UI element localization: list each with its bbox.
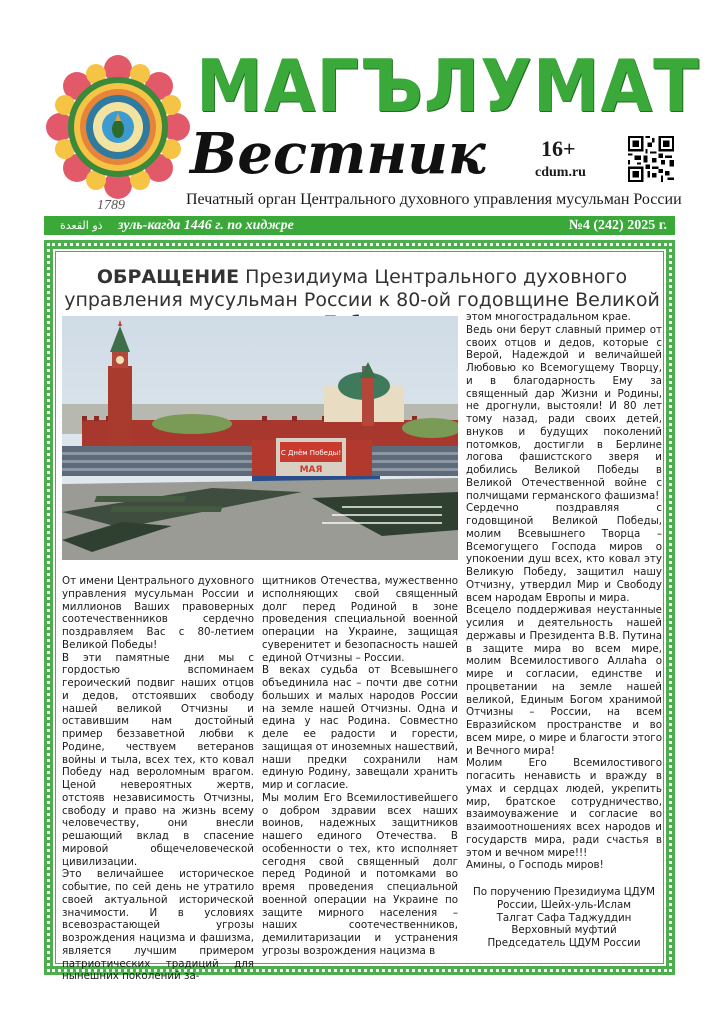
paragraph: Ведь они берут славный пример от своих отцов и дедов, которые с Верой, Надеждой и величайшей Любовью ко Всемогущему Творцу, и в благодарность Ему за священный дар Жизни и Родины, не дрогнули, выстояли! И 80 лет тому назад, ради своих детей, внуков и будущих поколений потомков, достигли в Берлине логова фашистского зверя и добились Великой Победы в Великой Отечественной войне с полчищами германского фашизма! xyxy=(466,323,662,502)
signature-line: Председатель ЦДУМ России xyxy=(487,937,641,949)
tagline: Печатный орган Центрального духовного управления мусульман России xyxy=(186,191,682,208)
cdum-emblem-logo xyxy=(44,53,192,201)
hijri-date: зуль-кагда 1446 г. по хиджре xyxy=(118,218,294,233)
paragraph: В эти памятные дни мы с гордостью вспоминаем героический подвиг наших отцов и дедов, отстоявших свободу нашей великой Отчизны и оставившим нам достойный пример беззаветной любви к Родине, чествуем ветеранов войны и тыла, всех тех, кто ковал Победу над вероломным врагом. Ценой невероятных жертв, отстояв независимость Отчизны, свободу и право на жизнь всему человечеству, они внесли решающий вклад в спасение мировой общечеловеческой цивилизации. xyxy=(62,651,254,868)
age-rating: 16+ xyxy=(541,136,576,161)
paragraph: Амины, о Господь миров! xyxy=(466,859,604,872)
arabic-month: ذو القعدة xyxy=(60,219,103,232)
newspaper-subtitle: Вестник xyxy=(190,121,486,187)
paragraph: Всецело поддерживая неустанные усилия и деятельность нашей державы и Президента В.В. Путина в защите мира во всем мире, молим Всемилостивого Аллаhа о мире и согласии, единстве и процветании на земле нашей великой, Единым Богом хранимой Отчизны – России, на всем Евразийском пространстве и во всем мире, о мире и благости этого и Вечного мира! xyxy=(466,604,662,757)
signature-line: Талгат Сафа Таджуддин xyxy=(496,911,632,924)
signature-line: России, Шейх-уль-Ислам xyxy=(496,898,632,911)
paragraph: От имени Центрального духовного управления мусульман России и миллионов Ваших правоверных соотечественников сердечно поздравляем Вас с 80-летием Великой Победы! xyxy=(62,575,254,651)
article-column-2 xyxy=(262,575,458,958)
headline-keyword: ОБРАЩЕНИЕ xyxy=(96,266,240,288)
newspaper-title: МАГЪЛУМАТ xyxy=(196,44,700,128)
qr-code-icon[interactable] xyxy=(628,136,674,182)
article-column-3 xyxy=(466,311,662,950)
stage-banner-text: С Днём Победы! xyxy=(280,449,342,457)
paragraph: Молим Его Всемилостивого погасить ненависть и вражду в умах и сердцах людей, укрепить мир, братское сотрудничество, взаимоуважение и согласие во взаимоотношениях всех народов и государств мира, ради счастья в этом и вечном мире!!! xyxy=(466,757,662,859)
site-link[interactable]: cdum.ru xyxy=(535,165,586,180)
paragraph: Мы молим Его Всемилостивейшего о добром здравии всех наших воинов, надежных защитников нашего единого Отечества. В особенности о тех, кто исполняет сегодня свой священный долг перед Родиной и потомками во время проведения специальной военной операции на Украине по защите мирного населения – наших соотечественников, демилитаризации и устранения угрозы возрождения нацизма в xyxy=(262,791,458,957)
paragraph: Сердечно поздравляя с годовщиной Великой Победы, молим Всевышнего Творца – Всемогущего Господа миров о упокоении душ всех, кто ковал эту Великую Победу, защитил нашу Отчизну, утвердил Мир и Свободу всем народам Европы и мира. xyxy=(466,502,662,604)
signature-block xyxy=(466,886,662,950)
parade-photo xyxy=(62,316,458,560)
paragraph: В веках судьба от Всевышнего объединила нас – почти две сотни больших и малых народов России на земле нашей Отчизны. Одна и едина у нас Родина. Совместно деле ее радости и горести, защищая от иноземных нашествий, наши предки сохранили нам единую Родину, завещали хранить мир и согласие. xyxy=(262,664,458,791)
paragraph: щитников Отечества, мужественно исполняющих свой священный долг перед Родиной в зоне проведения специальной военной операции на Украине, защищая суверенитет и безопасность нашей единой Отчизны – России. xyxy=(262,575,458,664)
signature-line: Верховный муфтий xyxy=(511,924,617,937)
signature-line: По поручению Президиума ЦДУМ xyxy=(473,886,655,898)
paragraph: этом многострадальном крае. xyxy=(466,311,631,323)
stage-date-text: МАЯ xyxy=(299,465,323,475)
article-column-1 xyxy=(62,575,254,983)
issue-number: №4 (242) 2025 г. xyxy=(568,218,667,233)
date-bar xyxy=(44,216,675,235)
founded-year: 1789 xyxy=(97,198,125,213)
paragraph: Это величайшее историческое событие, по сей день не утратило своей актуальной исторической значимости. И в условиях всевозрастающей угрозы возрождения нацизма и фашизма, является лучшим примером патриотических традиций для нынешних поколений за- xyxy=(62,868,254,983)
headline-text: Президиума Центрального духовного управления мусульман России к 80-ой годовщине Великой xyxy=(64,266,660,311)
